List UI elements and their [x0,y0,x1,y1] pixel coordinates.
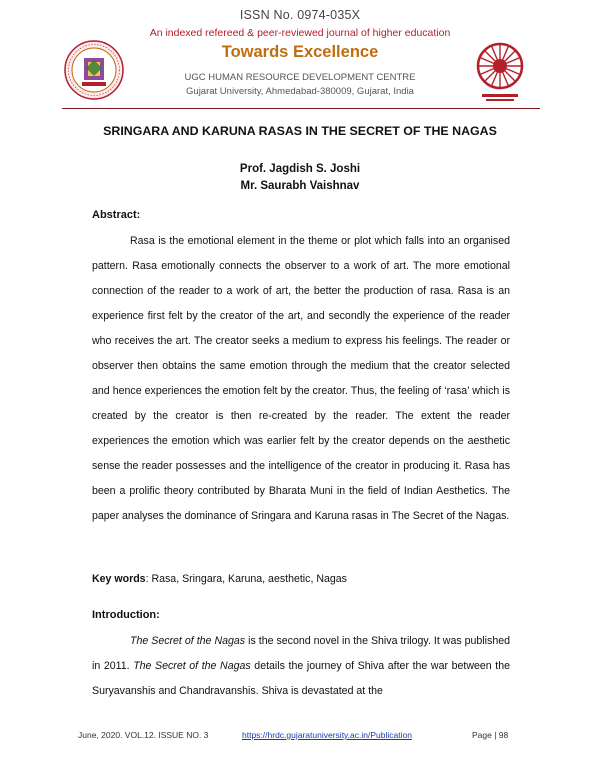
book-title-2: The Secret of the Nagas [133,660,251,672]
abstract-text: Rasa is the emotional element in the theme or plot which falls into an organised pattern. Rasa emotionally connects the observer to a work of art. The more emotional connection of the reader to a work of art, the better the production of rasa. Rasa is an experience first felt by the creator of the art, and secondly the experience of the reader who receives the art. The creator seeks a medium to express his feelings. The reader or observer then obtains the same emotion through the medium that the creator selected and hence experiences the emotion felt by the creator. Thus, the feeling of ‘rasa’ which is created by the creator is then re-created by the reader. The extent the reader experiences the emotion which was earlier felt by the creator depends on the aesthetic sense the reader possesses and the intelligence of the creator in producing it. Rasa has been a prolific theory contributed by Bharata Muni in the field of Indian Aesthetics. The paper analyses the dominance of Sringara and Karuna rasas in The Secret of the Nagas. [92,235,510,522]
intro-text-1: is the second novel in the Shiva trilogy. It was published in 2011. [92,635,510,672]
footer-page-number: Page | 98 [472,730,509,740]
abstract-heading: Abstract: [92,209,141,221]
article-title: SRINGARA AND KARUNA RASAS IN THE SECRET OF THE NAGAS [103,124,497,138]
footer-publication-link[interactable]: https://hrdc.gujaratuniversity.ac.in/Publication [242,730,412,740]
intro-text-2: details the journey of Shiva after the war between the Suryavanshis and Chandravanshis. Shiva is devastated at the [92,660,510,697]
footer-issue-date: June, 2020. VOL.12. ISSUE NO. 3 [78,730,209,740]
keywords-line [92,573,347,585]
header-divider [62,108,540,109]
centre-name: UGC HUMAN RESOURCE DEVELOPMENT CENTRE [184,72,416,83]
author-2: Mr. Saurabh Vaishnav [240,180,360,192]
book-title-1: The Secret of the Nagas [130,635,246,647]
journal-tagline: An indexed refereed & peer-reviewed journal of higher education [149,27,451,39]
ugc-emblem-logo [468,36,532,106]
keywords-label: Key words [92,573,146,585]
introduction-heading: Introduction: [92,609,160,621]
journal-title: Towards Excellence [221,43,379,61]
introduction-text [92,629,510,704]
keywords-list: : Rasa, Sringara, Karuna, aesthetic, Nagas [145,573,347,585]
author-1: Prof. Jagdish S. Joshi [239,163,361,175]
centre-address: Gujarat University, Ahmedabad-380009, Gujarat, India [186,86,414,97]
issn-number: ISSN No. 0974-035X [239,8,361,22]
journal-header [0,0,600,112]
